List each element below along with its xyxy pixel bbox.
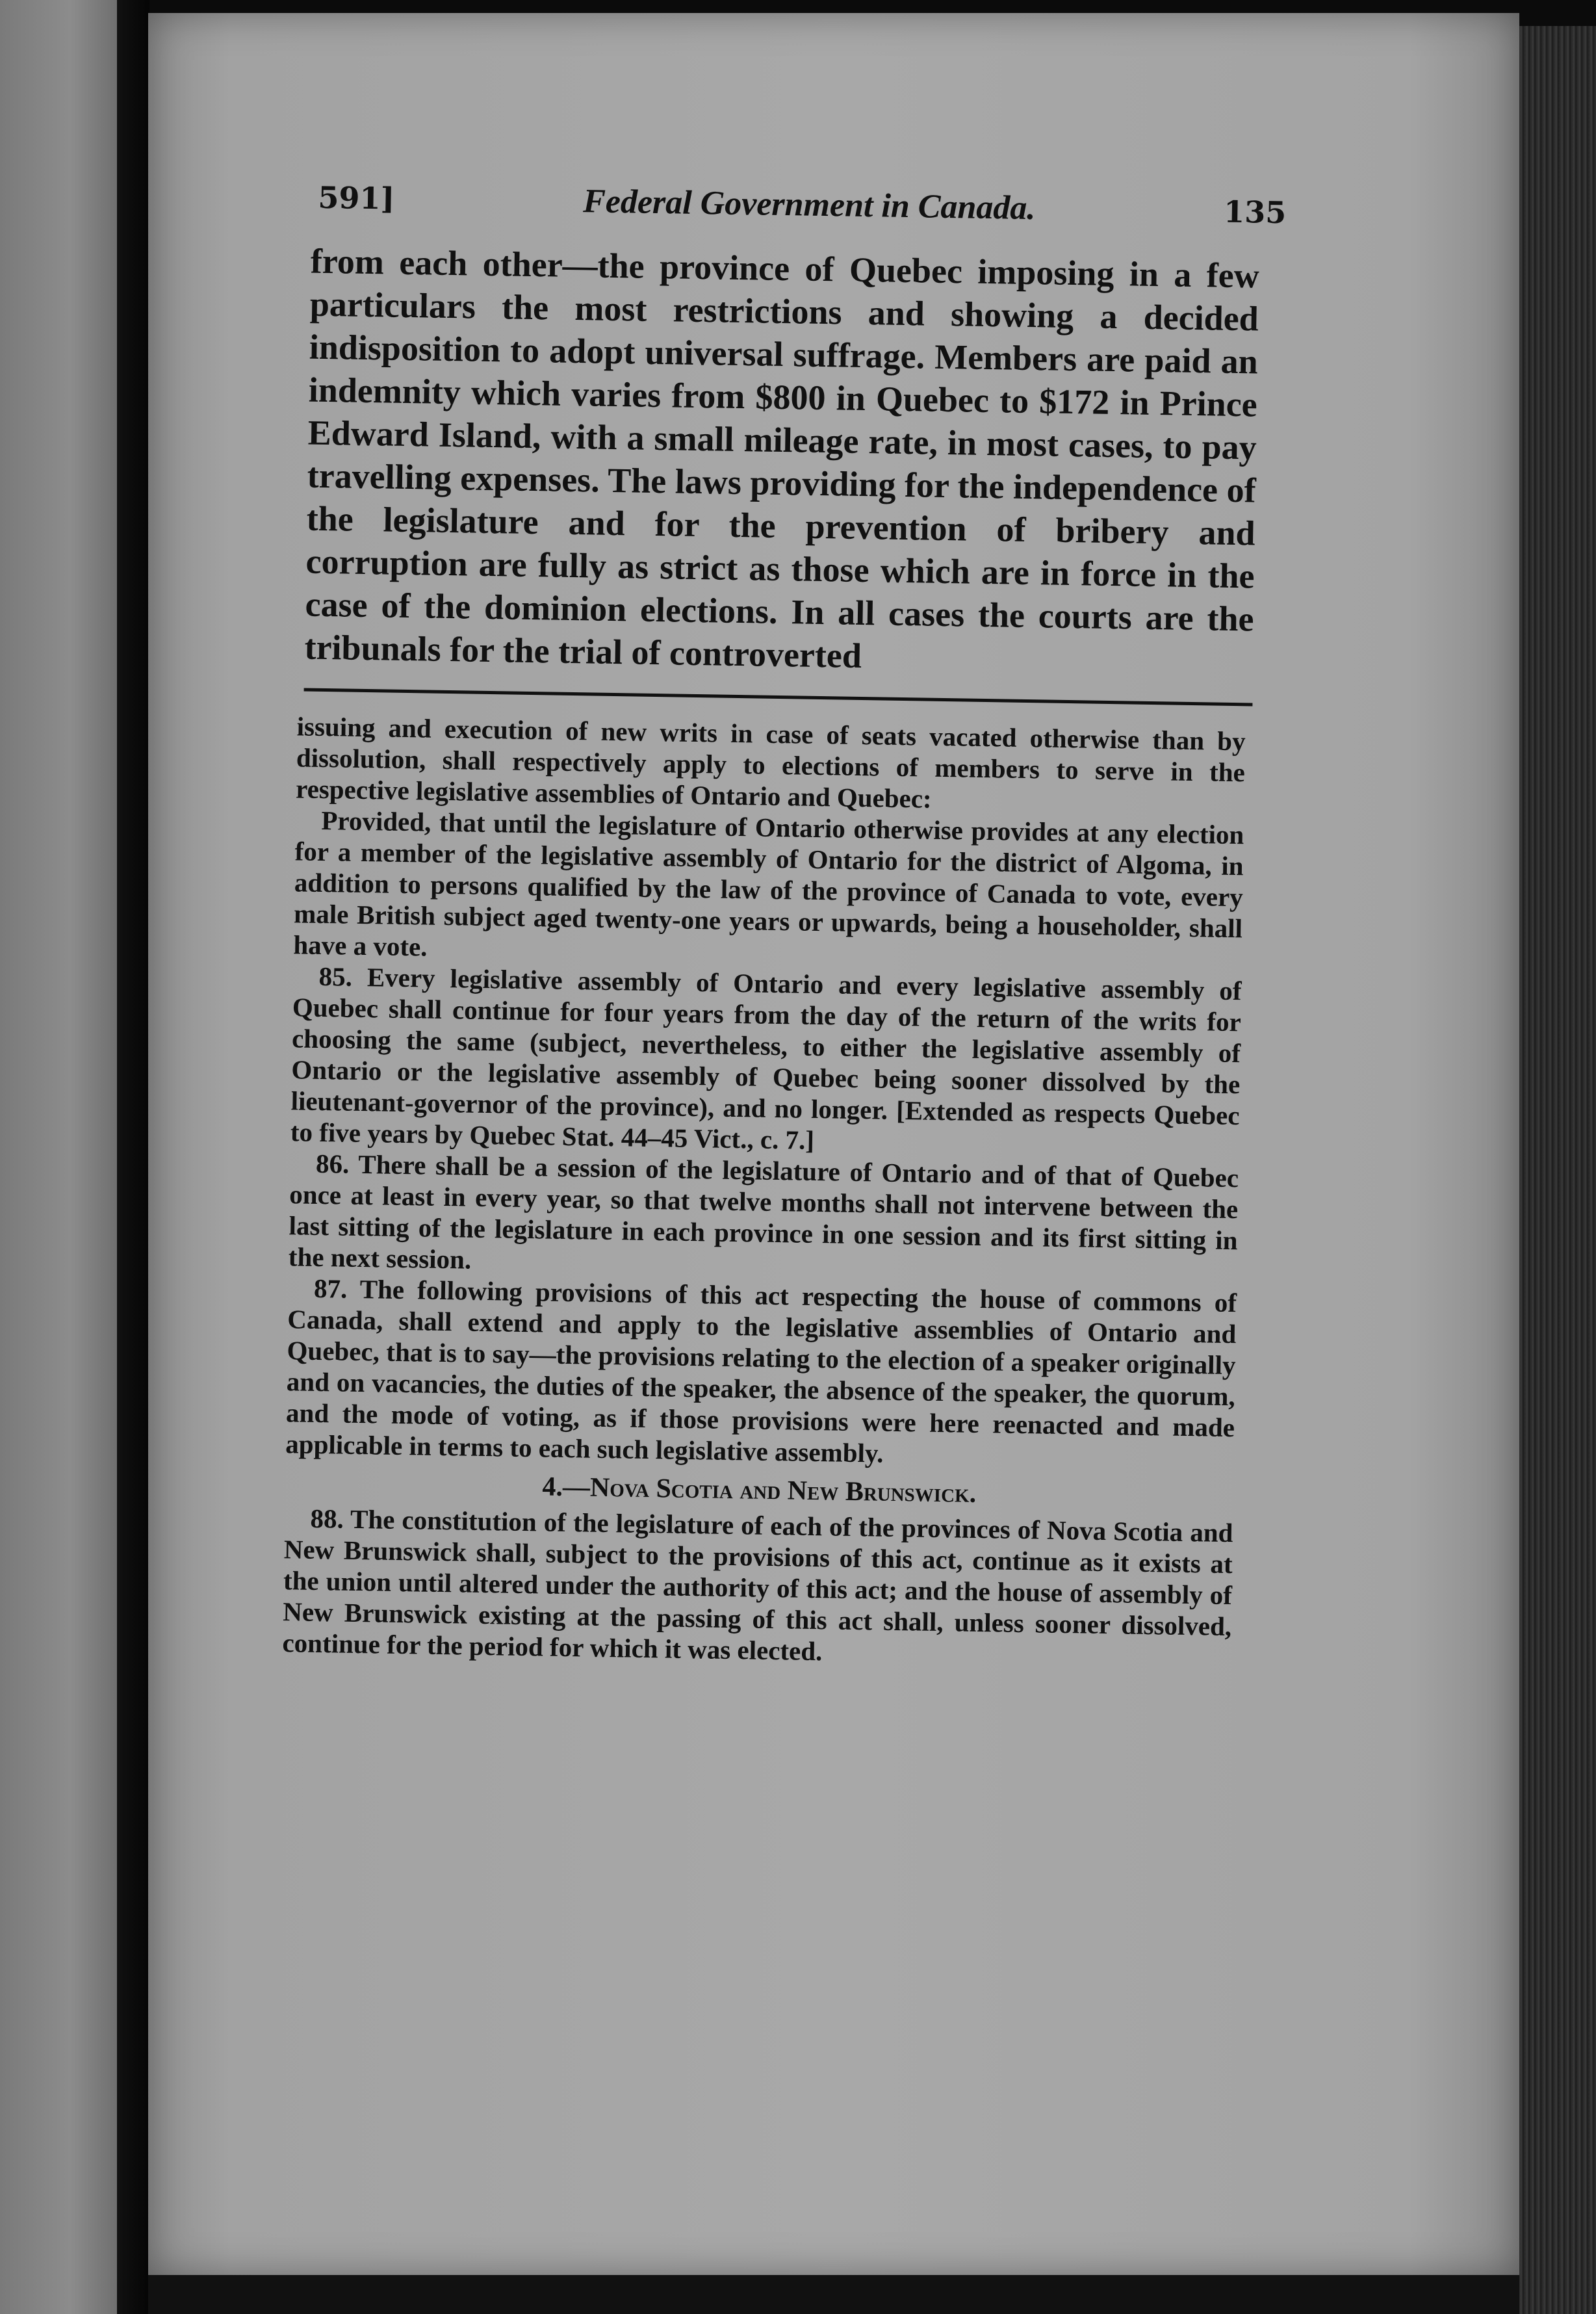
- footnote-block: [285, 710, 1246, 1474]
- book-gutter: [117, 0, 149, 2314]
- footnote-rule: [304, 688, 1253, 707]
- page-number: 135: [1223, 194, 1287, 231]
- section-heading: 4.—Nova Scotia and New Brunswick.: [542, 1472, 977, 1509]
- previous-page-edge: [0, 0, 117, 2314]
- running-title: Federal Government in Canada.: [582, 183, 1036, 228]
- bottom-edge: [148, 2275, 1519, 2314]
- footnote-paragraph: 88. The constitution of the legislature of each of the provinces of Nova Scotia and New Brunswick shall, subject to the provisions of this act, continue as it exists at the union until altered under the authority of this act; and the house of assembly of New Brunswick existing at the passing of this act shall, unless sooner dissolved, continue for the period for which it was elected.: [282, 1503, 1233, 1667]
- footnote-block-continued: [282, 1502, 1233, 1673]
- main-paragraph: from each other—the province of Quebec imposing in a few particulars the most restrictions and showing a decided indisposition to adopt universal suffrage. Members are paid an indemnity which varies from $800 in Quebec to $172 in Prince Edward Island, with a small mileage rate, in most cases, to pay travelling expenses. The laws providing for the independence of the legislature and for the prevention of bribery and corruption are fully as strict as those which are in force in the case of the dominion elections. In all cases the courts are the tribunals for the trial of controverted: [304, 241, 1260, 675]
- page-content: [139, 176, 1287, 1673]
- footnote-paragraph: 87. The following provisions of this act respecting the house of commons of Canada, shall extend and apply to the legislative assemblies of Ontario and Quebec, that is to say—the provisions relating to the election of a speaker originally and on vacancies, the duties of the speaker, the absence of the speaker, the quorum, and the mode of voting, as if those provisions were here reenacted and made applicable in terms to each such legislative assembly.: [285, 1273, 1237, 1468]
- page-stack-edge: [1519, 26, 1596, 2314]
- footnote-paragraph: issuing and execution of new writs in case of seats vacated otherwise than by dissolution, shall respectively apply to elections of members to serve in the respective legislative assemblies of Ontario and Quebec:: [295, 711, 1246, 814]
- footnote-paragraph: Provided, that until the legislature of Ontario otherwise provides at any election for a member of the legislative assembly of Ontario for the district of Algoma, in addition to persons qualified by the law of the province of Canada to vote, every male British subject aged twenty-one years or upwards, being a householder, shall have a vote.: [293, 805, 1244, 962]
- footnote-paragraph: 86. There shall be a session of the legislature of Ontario and of that of Quebec once at least in every year, so that twelve months shall not intervene between the last sitting of the legislature in each province in one session and its first sitting in the next session.: [288, 1148, 1239, 1275]
- section-number: 591]: [318, 179, 395, 216]
- footnote-paragraph: 85. Every legislative assembly of Ontario and every legislative assembly of Quebec shall continue for four years from the day of the return of the writs for choosing the same (subject, nevertheless, to either the legislative assembly of Ontario or the legislative assembly of Quebec being sooner dissolved by the lieutenant-governor of the province), and no longer. [Extended as respects Quebec to five years by Quebec Stat. 44–45 Vict., c. 7.]: [290, 961, 1242, 1155]
